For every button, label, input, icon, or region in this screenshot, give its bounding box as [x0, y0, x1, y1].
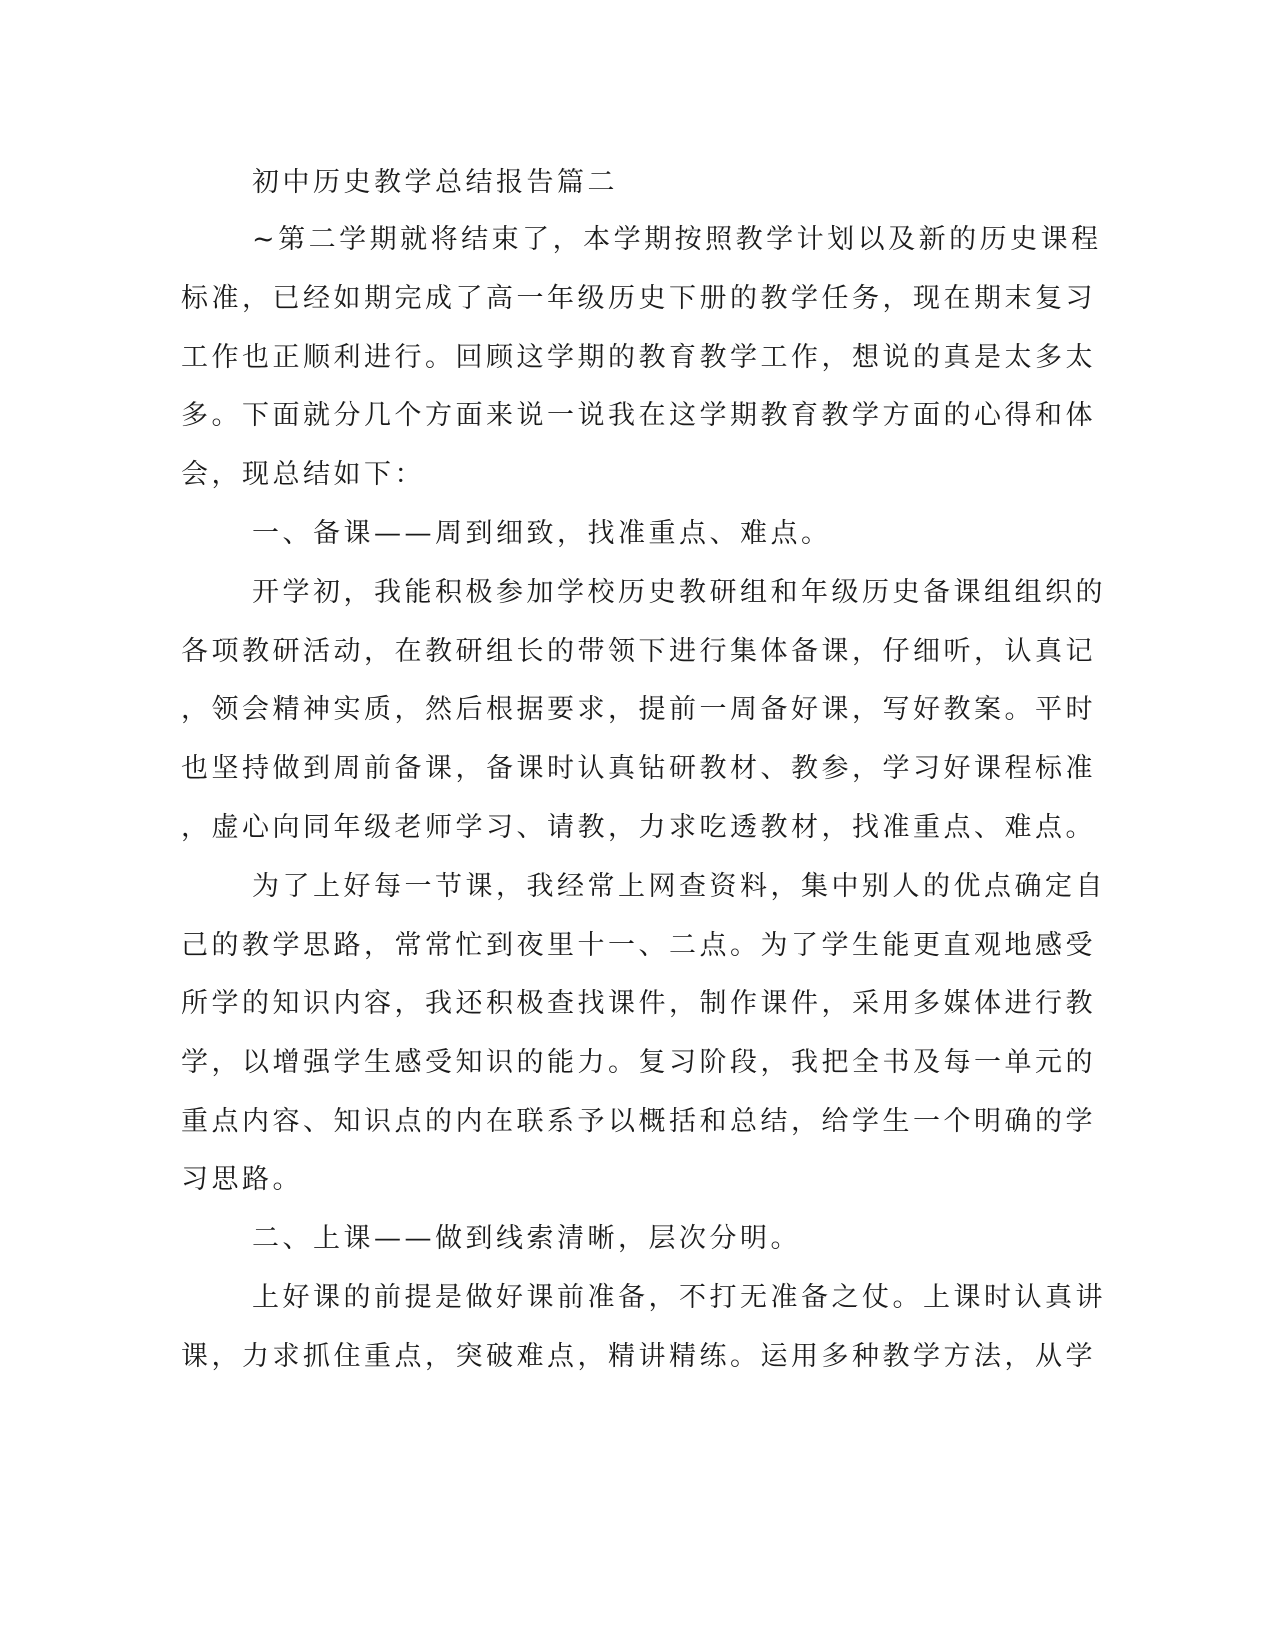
text-line: 工作也正顺利进行。回顾这学期的教育教学工作，想说的真是太多太 [181, 342, 1096, 373]
text-line: 重点内容、知识点的内在联系予以概括和总结，给学生一个明确的学 [181, 1106, 1096, 1137]
text-line: 己的教学思路，常常忙到夜里十一、二点。为了学生能更直观地感受 [181, 930, 1096, 961]
text-line: ~第二学期就将结束了，本学期按照教学计划以及新的历史课程 [252, 224, 1102, 255]
section-heading: 二、上课——做到线索清晰，层次分明。 [252, 1223, 801, 1254]
section-heading: 一、备课——周到细致，找准重点、难点。 [252, 518, 832, 549]
text-line: 多。下面就分几个方面来说一说我在这学期教育教学方面的心得和体 [181, 400, 1096, 431]
text-line: 各项教研活动，在教研组长的带领下进行集体备课，仔细听，认真记 [181, 636, 1096, 667]
text-line: 标准，已经如期完成了高一年级历史下册的教学任务，现在期末复习 [181, 283, 1096, 314]
text-line: 会，现总结如下： [181, 459, 425, 490]
text-line: ，领会精神实质，然后根据要求，提前一周备好课，写好教案。平时 [181, 694, 1096, 725]
text-line: ，虚心向同年级老师学习、请教，力求吃透教材，找准重点、难点。 [181, 812, 1096, 843]
text-line: 所学的知识内容，我还积极查找课件，制作课件，采用多媒体进行教 [181, 988, 1096, 1019]
text-line: 开学初，我能积极参加学校历史教研组和年级历史备课组组织的 [252, 577, 1106, 608]
text-line: 习思路。 [181, 1164, 303, 1195]
text-line: 学，以增强学生感受知识的能力。复习阶段，我把全书及每一单元的 [181, 1047, 1096, 1078]
text-line: 上好课的前提是做好课前准备，不打无准备之仗。上课时认真讲 [252, 1282, 1106, 1313]
text-line: 为了上好每一节课，我经常上网查资料，集中别人的优点确定自 [252, 871, 1106, 902]
text-line: 课，力求抓住重点，突破难点，精讲精练。运用多种教学方法，从学 [181, 1341, 1096, 1372]
document-title: 初中历史教学总结报告篇二 [252, 167, 618, 198]
text-line: 也坚持做到周前备课，备课时认真钻研教材、教参，学习好课程标准 [181, 753, 1096, 784]
